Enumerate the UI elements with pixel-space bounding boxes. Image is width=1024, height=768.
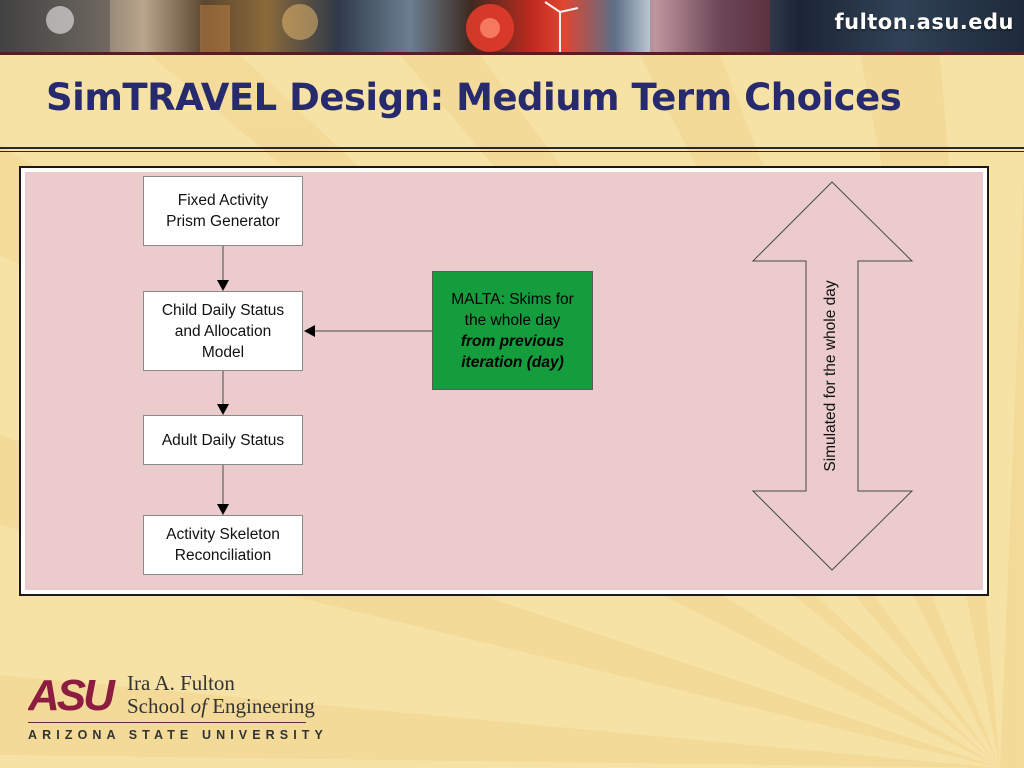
- school-name-line-2: [127, 694, 315, 718]
- title-divider: [0, 147, 1024, 149]
- activity-skeleton-reconciliation-label: Activity Skeleton Reconciliation: [166, 526, 280, 564]
- engineering-word: Engineering: [206, 694, 315, 718]
- child-daily-status-label: Child Daily Status and Allocation Model: [161, 301, 285, 361]
- fixed-activity-prism-generator-label: Fixed Activity Prism Generator: [166, 192, 280, 230]
- header-banner: [0, 0, 1024, 52]
- site-url-text: fulton.asu.edu: [834, 10, 1014, 34]
- school-name-line-1: Ira A. Fulton: [127, 671, 235, 695]
- logo-divider: [28, 722, 306, 723]
- malta-skims-box: [432, 271, 593, 390]
- adult-daily-status-label: Adult Daily Status: [161, 431, 285, 449]
- malta-emphasis-text: from previous iteration (day): [460, 333, 565, 371]
- child-daily-status-box: [143, 291, 303, 371]
- school-of-word: of: [190, 694, 207, 718]
- double-arrow-label: Simulated for the whole day: [822, 280, 839, 472]
- school-word: School: [127, 694, 191, 718]
- asu-logo: [28, 672, 124, 714]
- activity-skeleton-reconciliation-box: [143, 515, 303, 575]
- fixed-activity-prism-generator-box: [143, 176, 303, 246]
- page-title: SimTRAVEL Design: Medium Term Choices: [46, 76, 902, 119]
- banner-underline: [0, 52, 1024, 55]
- adult-daily-status-box: [143, 415, 303, 465]
- asu-logo-mark: ASU: [28, 672, 112, 714]
- malta-skims-text: MALTA: Skims for the whole day: [451, 291, 574, 329]
- university-name: ARIZONA STATE UNIVERSITY: [28, 728, 328, 742]
- title-divider-thin: [0, 151, 1024, 152]
